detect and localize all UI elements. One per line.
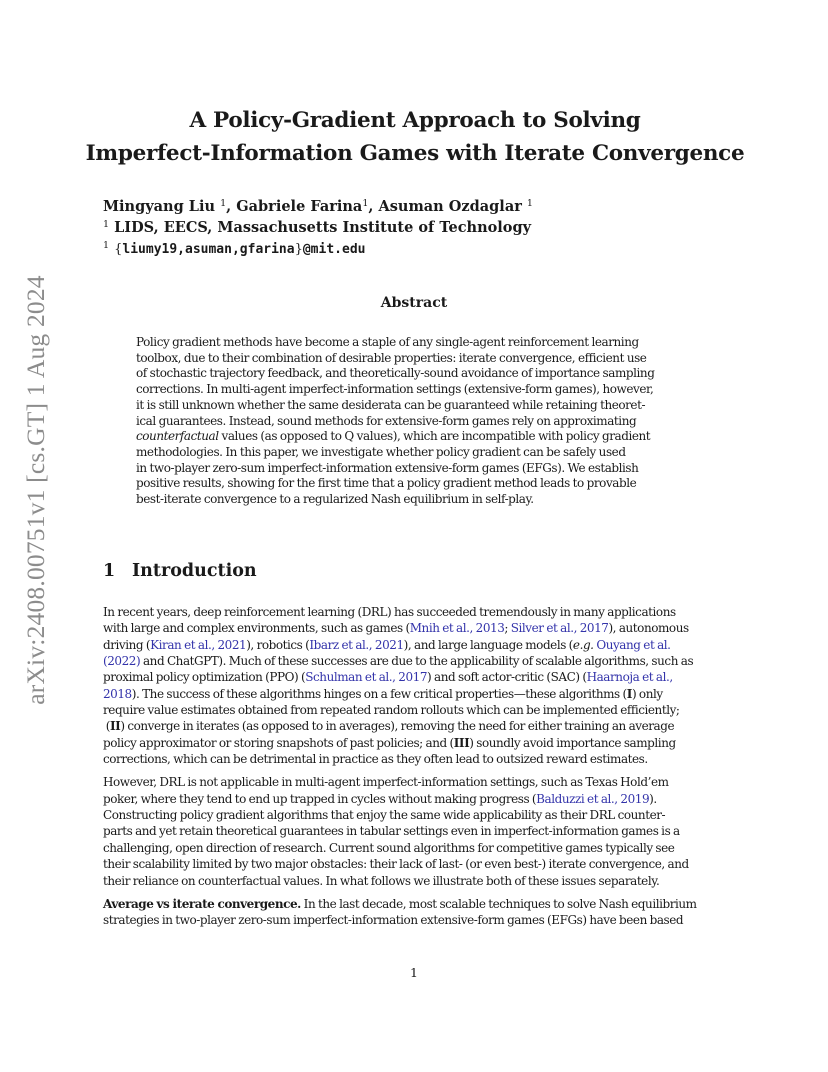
author-name: Mingyang Liu [103, 198, 216, 215]
section-number: 1 [103, 561, 116, 581]
affiliation-mark: 1 [103, 219, 110, 230]
text-span: ) and soft actor-critic (SAC) ( [427, 670, 587, 685]
text-line: their reliance on counterfactual values. In what follows we illustrate both of these issues separately. [103, 873, 660, 888]
abstract-line: it is still unknown whether the same desiderata can be guaranteed while retaining theoret- [136, 397, 646, 412]
affiliation-mark: 1 [362, 198, 369, 209]
text-line: However, DRL is not applicable in multi-agent imperfect-information settings, such as Texas Hold’em [103, 775, 669, 790]
section-title: Introduction [132, 561, 257, 581]
text-span: ), autonomous [608, 621, 689, 636]
text-line: parts and yet retain theoretical guarantees in tabular settings even in imperfect-information games is a [103, 824, 680, 839]
affiliation-line [103, 217, 663, 238]
abstract-line: in two-player zero-sum imperfect-information extensive-form games (EFGs). We establish [136, 460, 639, 475]
text-line: their scalability limited by two major obstacles: their lack of last- (or even best-) iterate convergence, and [103, 857, 689, 872]
text-span: ) soundly avoid importance sampling [469, 735, 676, 750]
arxiv-identifier-stamp [8, 275, 64, 705]
citation-link[interactable]: Ouyang et al. [596, 637, 671, 652]
text-span: ) only [631, 686, 663, 701]
email-users: liumy19,asuman,gfarina [122, 242, 295, 257]
text-line: challenging, open direction of research. Current sound algorithms for competitive games typically see [103, 840, 675, 855]
text-line: strategies in two-player zero-sum imperfect-information extensive-form games (EFGs) have been based [103, 913, 684, 928]
email-line [103, 238, 663, 260]
text-line [103, 896, 727, 912]
text-span: ). The success of these algorithms hinges on a few critical properties—these algorithms ( [131, 686, 627, 701]
abstract-line: positive results, showing for the first time that a policy gradient method leads to provable [136, 476, 637, 491]
abstract-line: Policy gradient methods have become a staple of any single-agent reinforcement learning [136, 335, 639, 349]
author-block [103, 196, 663, 260]
abstract-line: of stochastic trajectory feedback, and theoretically-sound avoidance of importance sampling [136, 366, 655, 381]
text-span: ), and large language models ( [403, 637, 573, 652]
text-line: (II) converge in iterates (as opposed to in averages), removing the need for either training an average [103, 719, 675, 734]
text-span: ). [649, 791, 657, 806]
abstract-line: corrections. In multi-agent imperfect-information settings (extensive-form games), however, [136, 382, 654, 397]
abstract-line: methodologies. In this paper, we investigate whether policy gradient can be safely used [136, 444, 626, 459]
citation-link[interactable]: (2022) [103, 654, 141, 669]
introduction-body [103, 604, 727, 936]
citation-link[interactable]: Kiran et al., 2021 [150, 637, 247, 652]
text-span: and ChatGPT). Much of these successes are due to the applicability of scalable algorithms, such as [140, 654, 694, 669]
citation-link[interactable]: Ibarz et al., 2021 [309, 637, 404, 652]
abstract-line [136, 429, 696, 445]
abstract-line-text: values (as opposed to Q values), which are incompatible with policy gradient [221, 429, 651, 444]
author-emails[interactable]: {liumy19,asuman,gfarina}@mit.edu [114, 242, 366, 257]
text-line: Constructing policy gradient algorithms that enjoy the same wide applicability as their DRL counter- [103, 808, 666, 823]
paragraph-2 [103, 774, 727, 888]
citation-link[interactable]: Silver et al., 2017 [510, 621, 609, 636]
author-name: Gabriele Farina [236, 198, 363, 215]
text-line [103, 620, 727, 636]
title-line-1: A Policy-Gradient Approach to Solving [189, 108, 641, 133]
citation-link[interactable]: Schulman et al., 2017 [305, 670, 428, 685]
title-line-2: Imperfect-Information Games with Iterate Convergence [85, 141, 745, 166]
abstract-line: best-iterate convergence to a regularized Nash equilibrium in self-play. [136, 492, 534, 507]
text-span: ; [504, 621, 511, 636]
affiliation-mark: 1 [526, 198, 533, 209]
abstract-heading: Abstract [380, 295, 448, 311]
citation-link[interactable]: Haarnoja et al., [586, 670, 673, 685]
text-line: corrections, which can be detrimental in practice as they often lead to outsized reward estimates. [103, 752, 648, 767]
text-line: require value estimates obtained from repeated random rollouts which can be implemented efficiently; [103, 703, 680, 718]
text-line [103, 653, 727, 669]
citation-link[interactable]: 2018 [103, 686, 132, 701]
email-domain: @mit.edu [302, 242, 366, 257]
text-line [103, 669, 727, 685]
paragraph-3 [103, 896, 727, 929]
text-span: proximal policy optimization (PPO) ( [103, 670, 306, 685]
page-number: 1 [410, 965, 418, 980]
affiliation-mark: 1 [220, 198, 227, 209]
author-name: Asuman Ozdaglar [378, 198, 522, 215]
emphasis-counterfactual: counterfactual [136, 429, 219, 444]
abstract-line: toolbox, due to their combination of desirable properties: iterate convergence, efficient use [136, 350, 647, 365]
paper-title [80, 104, 750, 170]
text-span: In the last decade, most scalable techniques to solve Nash equilibrium [300, 896, 697, 911]
text-span: ) converge in iterates (as opposed to in averages), removing the need for either training an average [120, 719, 675, 734]
paragraph-1 [103, 604, 727, 767]
citation-link[interactable]: Balduzzi et al., 2019 [536, 791, 650, 806]
roman-numeral: III [453, 735, 470, 750]
paragraph-heading: Average vs iterate convergence. [103, 896, 301, 911]
section-heading-introduction [103, 561, 257, 581]
text-span: with large and complex environments, such as games ( [103, 621, 410, 636]
affiliation-text: LIDS, EECS, Massachusetts Institute of Technology [114, 219, 532, 236]
roman-numeral: I [626, 686, 632, 701]
citation-link[interactable]: Mnih et al., 2013 [409, 621, 505, 636]
text-span: policy approximator or storing snapshots of past policies; and ( [103, 735, 454, 750]
text-line [103, 637, 727, 653]
text-line: In recent years, deep reinforcement learning (DRL) has succeeded tremendously in many applications [103, 605, 676, 619]
emphasis-eg: e.g. [572, 637, 594, 652]
abstract-line: ical guarantees. Instead, sound methods for extensive-form games rely on approximating [136, 413, 637, 428]
arxiv-stamp-text: arXiv:2408.00751v1 [cs.GT] 1 Aug 2024 [21, 275, 50, 705]
text-line [103, 686, 727, 702]
author-names: Mingyang Liu $^1$, Gabriele Farina$^1$, Asuman Ozdaglar $^1$ [103, 198, 533, 215]
text-span: ), robotics ( [246, 637, 310, 652]
text-span: driving ( [103, 637, 151, 652]
affiliation-mark: 1 [103, 240, 110, 251]
text-span: poker, where they tend to end up trapped in cycles without making progress ( [103, 791, 537, 806]
text-line [103, 791, 727, 807]
text-line [103, 735, 727, 751]
abstract-body [136, 335, 696, 508]
roman-numeral: II [110, 719, 121, 734]
